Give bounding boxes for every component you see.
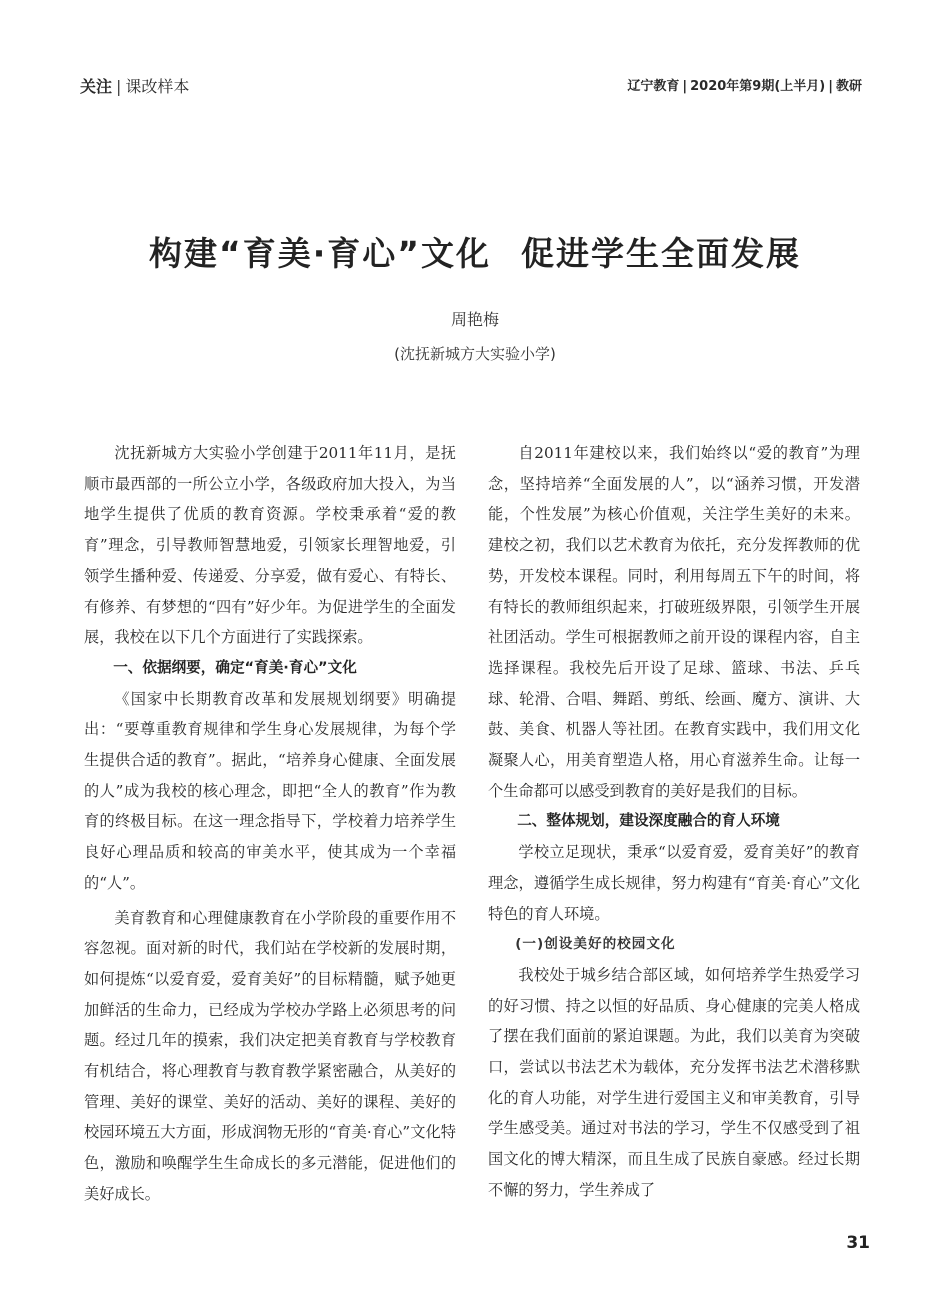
left-column	[84, 438, 456, 1210]
section-heading: 一、依据纲要，确定“育美·育心”文化	[113, 658, 357, 676]
header-separator: |	[116, 77, 122, 96]
header-separator-right-1: |	[682, 79, 688, 94]
paragraph: 自2011年建校以来，我们始终以“爱的教育”为理念，坚持培养“全面发展的人”，以“涵养习惯，开发潜能，个性发展”为核心价值观，关注学生美好的未来。建校之初，我们以艺术教育为依托，充分发挥教师的优势，开发校本课程。同时，利用每周五下午的时间，将有特长的教师组织起来，打破班级界限，引领学生开展社团活动。学生可根据教师之前开设的课程内容，自主选择课程。我校先后开设了足球、篮球、书法、乒乓球、轮滑、合唱、舞蹈、剪纸、绘画、魔方、演讲、大鼓、美食、机器人等社团。在教育实践中，我们用文化凝聚人心，用美育塑造人格，用心育滋养生命。让每一个生命都可以感受到教育的美好是我们的目标。	[488, 444, 860, 800]
paragraph: 学校立足现状，秉承“以爱育爱，爱育美好”的教育理念，遵循学生成长规律，努力构建有“育美·育心”文化特色的育人环境。	[488, 843, 860, 923]
paragraph: 我校处于城乡结合部区域，如何培养学生热爱学习的好习惯、持之以恒的好品质、身心健康的完美人格成了摆在我们面前的紧迫课题。为此，我们以美育为突破口，尝试以书法艺术为载体，充分发挥书法艺术潜移默化的育人功能，对学生进行爱国主义和审美教育，引导学生感受美。通过对书法的学习，学生不仅感受到了祖国文化的博大精深，而且生成了民族自豪感。经过长期不懈的努力，学生养成了	[488, 965, 860, 1199]
article-title-part1: 构建“育美·育心”文化	[149, 234, 491, 273]
article-title	[0, 228, 950, 275]
journal-name: 辽宁教育	[627, 79, 680, 94]
header-subsection: 课改样本	[125, 77, 190, 96]
subsection-heading: (一)创设美好的校园文化	[515, 936, 676, 953]
article-affiliation: (沈抚新城方大实验小学)	[394, 345, 556, 363]
section-heading: 二、整体规划，建设深度融合的育人环境	[517, 812, 780, 830]
journal-issue: 2020年第9期(上半月)	[690, 79, 826, 94]
paragraph: 美育教育和心理健康教育在小学阶段的重要作用不容忽视。面对新的时代，我们站在学校新的发展时期，如何提炼“以爱育爱，爱育美好”的目标精髓，赋予她更加鲜活的生命力，已经成为学校办学路上必须思考的问题。经过几年的摸索，我们决定把美育教育与学校教育有机结合，将心理教育与教育教学紧密融合，从美好的管理、美好的课堂、美好的活动、美好的课程、美好的校园环境五大方面，形成润物无形的“育美·育心”文化特色，激励和唤醒学生生命成长的多元潜能，促进他们的美好成长。	[84, 908, 456, 1203]
right-column	[488, 438, 860, 1206]
journal-category: 教研	[835, 79, 862, 94]
header-journal-info	[627, 75, 862, 94]
article-title-part2: 促进学生全面发展	[520, 234, 801, 273]
page-number: 31	[846, 1233, 870, 1253]
paragraph: 《国家中长期教育改革和发展规划纲要》明确提出：“要尊重教育规律和学生身心发展规律，为每个学生提供合适的教育”。据此，“培养身心健康、全面发展的人”成为我校的核心理念，即把“全人的教育”作为教育的终极目标。在这一理念指导下，学校着力培养学生良好心理品质和较高的审美水平，使其成为一个幸福的“人”。	[84, 689, 456, 892]
article-author: 周艳梅	[450, 310, 499, 329]
header-section-label	[80, 74, 189, 97]
header-section: 关注	[80, 77, 113, 96]
header-separator-right-2: |	[828, 79, 833, 94]
paragraph: 沈抚新城方大实验小学创建于2011年11月，是抚顺市最西部的一所公立小学，各级政府加大投入，为当地学生提供了优质的教育资源。学校秉承着“爱的教育”理念，引导教师智慧地爱，引领家长理智地爱，引领学生播种爱、传递爱、分享爱，做有爱心、有特长、有修养、有梦想的“四有”好少年。为促进学生的全面发展，我校在以下几个方面进行了实践探索。	[84, 444, 456, 647]
